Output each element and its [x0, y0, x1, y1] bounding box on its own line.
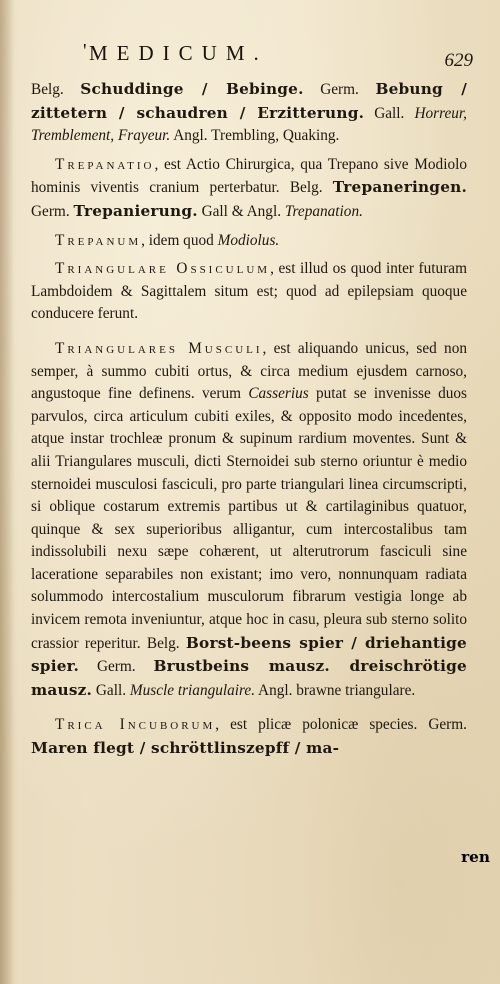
blackletter-term: Borst-beens spier / driehantige spier.	[31, 633, 467, 676]
text-run: , est Actio Chirurgica, qua Trepano sive Modiolo hominis viventis cranium perterbatur. Belg.	[31, 155, 467, 197]
italic-term: Muscle triangulaire.	[129, 681, 256, 699]
italic-term: Trepanation.	[284, 202, 363, 220]
text-run: , est aliquando unicus, sed non semper, à summo cubiti ortus, & circa medium ejusdem carnoso, angustoque fine definens. verum	[31, 339, 467, 403]
blackletter-term: Schuddinge / Bebinge.	[80, 80, 304, 98]
text-run: Germ.	[79, 658, 154, 676]
running-head: MEDICUM.	[89, 41, 268, 65]
dictionary-entry-trepanum	[31, 230, 467, 253]
text-run: Gall.	[92, 681, 130, 699]
blackletter-term: Maren flegt / schröttlinszepff / ma-	[31, 739, 340, 758]
headword: Trica Incuborum	[55, 716, 216, 734]
dictionary-entry-triangulare-ossiculum	[31, 258, 467, 326]
blackletter-term: Trepanierung.	[73, 201, 198, 220]
text-run: Belg.	[31, 81, 81, 98]
blackletter-term: Trepaneringen.	[332, 178, 467, 197]
blackletter-term: Bebung / zittetern / schaudren / Erzitterung.	[31, 80, 467, 122]
text-run: , idem quod	[141, 231, 218, 249]
italic-term: Horreur, Tremblement, Frayeur.	[31, 104, 467, 145]
page-gutter-shadow	[0, 0, 14, 984]
page-text-block	[31, 38, 473, 767]
text-run: Germ.	[31, 202, 74, 220]
catchword: ren	[461, 848, 490, 866]
dictionary-entry-trica-incuborum	[31, 714, 467, 760]
dictionary-entry-tremor-translations	[31, 78, 467, 148]
italic-term: Modiolus.	[217, 231, 280, 249]
text-run: Gall & Angl.	[197, 202, 285, 220]
italic-term: Casserius	[248, 385, 309, 403]
text-run: Germ.	[303, 81, 376, 98]
text-run: Angl. Trembling, Quaking.	[170, 127, 340, 145]
text-run: Angl. brawne triangulare.	[255, 681, 416, 699]
header-quote-mark: '	[83, 40, 87, 62]
headword: Triangulares Musculi	[55, 339, 263, 357]
headword: Trepanatio	[55, 155, 155, 173]
dictionary-entry-triangulares-musculi	[31, 338, 467, 703]
dictionary-entry-trepanatio	[31, 154, 467, 224]
text-run: Gall.	[364, 104, 415, 122]
blackletter-term: Brustbeins mausz. dreischrötige mausz.	[31, 657, 467, 699]
text-run: , est illud os quod inter futuram Lambdoidem & Sagittalem situm est; quod ad epilepsiam quoque conducere ferunt.	[31, 260, 467, 323]
text-run: putat se invenisse duos parvulos, circa articulum cubiti exiles, & opposito modo incedentes, atque instar trochleæ pronum & supinum rardium moventes. Sunt & alii Triangulares musculi, dicti Sternoidei sub sterno oriuntur è medio sternoidei musculosi fasciculi, pro parte triangulari linea circumscripti, si oblique costarum extremis partibus ut & cartilaginibus quatuor, quinque & sex superioribus alligantur, cum intercostalibus tam indissolubili nexu sæpe cohærent, ut alterutrorum fasciculi sine laceratione separabiles non existant; imo vero, nonnunquam radiata solummodo intercostalium musculorum fibrarum vestigia longe ab invicem remota inveniuntur, atque hoc in casu, pleura sub sterno solito crassior reperitur. Belg.	[31, 385, 467, 652]
page-header	[31, 38, 473, 72]
headword: Triangulare Ossiculum	[55, 260, 271, 278]
text-run: , est plicæ polonicæ species. Germ.	[215, 716, 467, 734]
headword: Trepanum	[55, 231, 142, 249]
page-number: 629	[444, 50, 473, 71]
